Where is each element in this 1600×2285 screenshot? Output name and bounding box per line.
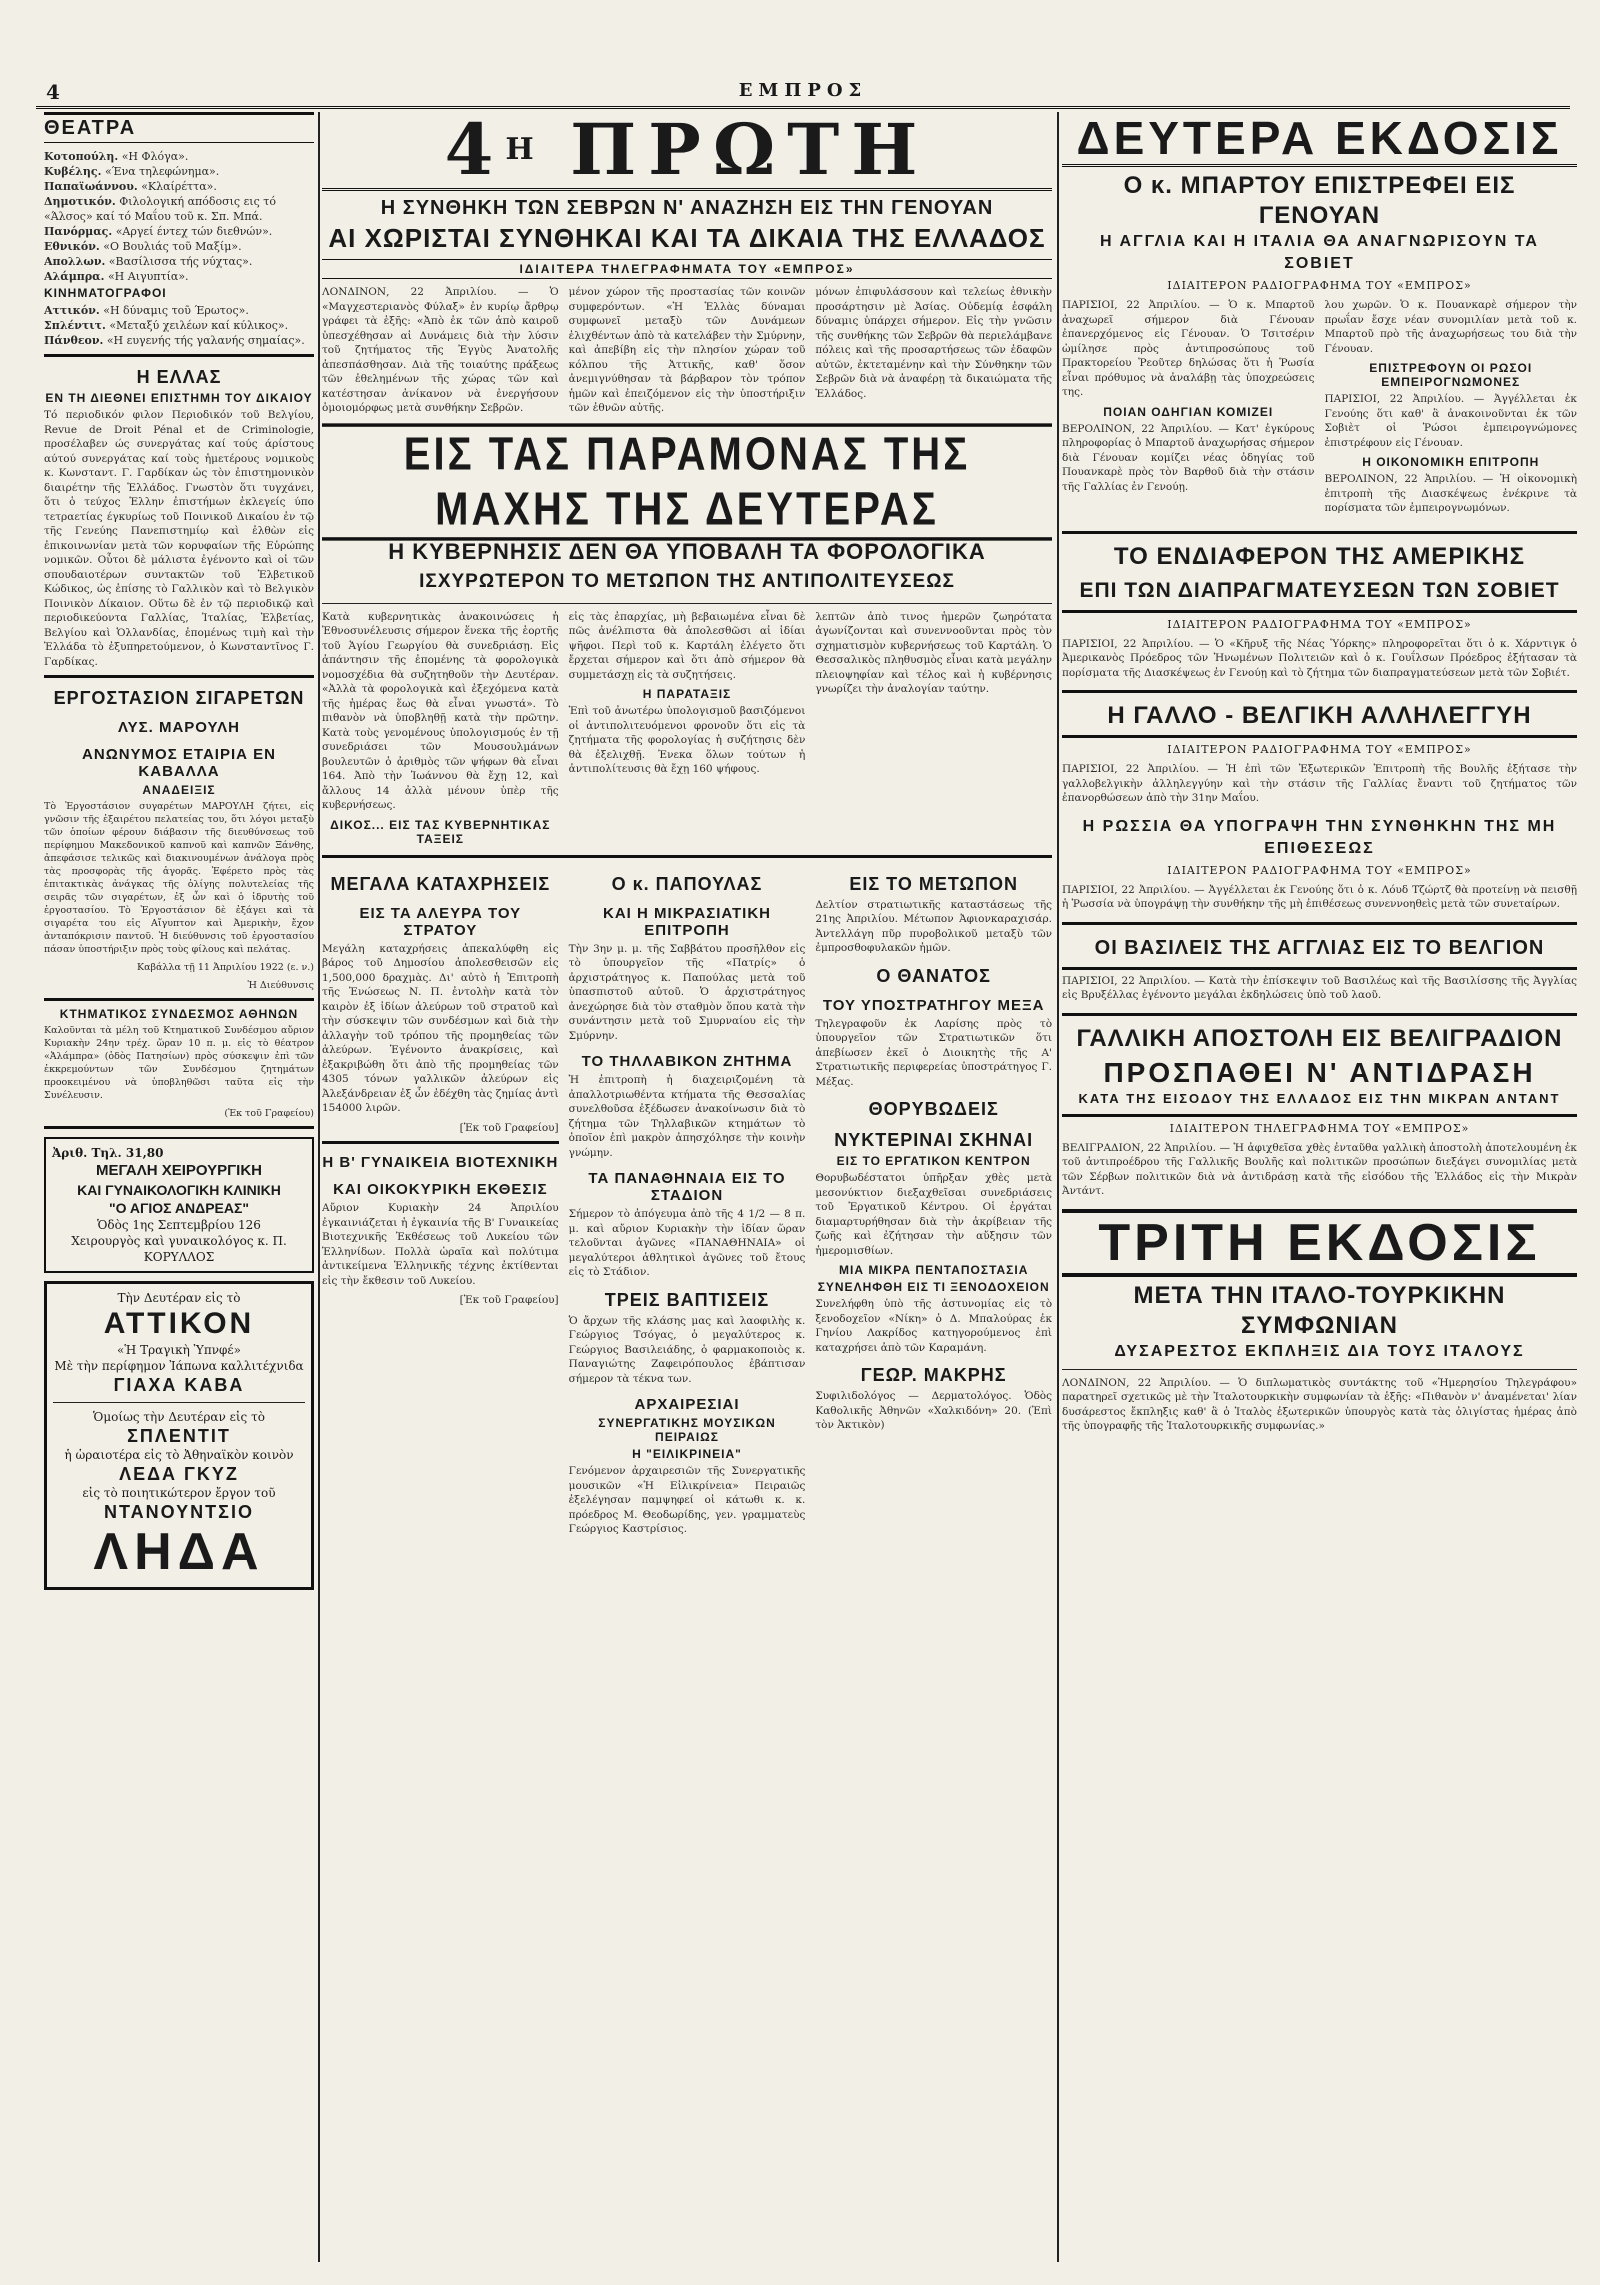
article-body: λεπτῶν ἀπὸ τινος ἡμερῶν ζωηρότατα ἀγωνίζονται καὶ συνεννοοῦνται πρὸς τὸν σχηματισμὸν κυβερνήσεως τοῦ Καρτάλη. Ὁ Θεσσαλικὸς πληθυσμὸς εἶναι κατὰ μεγάλην πλειοψηφίαν καὶ τέλος καὶ ἡ κυβέρνησις γνωρίζει τὴν ἀναλογίαν ταύτην. xyxy=(815,610,1052,695)
article-subtitle: Η ΠΑΡΑΤΑΞΙΣ xyxy=(642,687,732,701)
article-header xyxy=(1062,531,1577,613)
ad-text: Τὴν Δευτέραν εἰς τὸ xyxy=(117,1291,241,1305)
source-line: ΙΔΙΑΙΤΕΡΟΝ ΡΑΔΙΟΓΡΑΦΗΜΑ ΤΟΥ «ΕΜΠΡΟΣ» xyxy=(1167,617,1472,631)
edition-banner: ΤΡΙΤΗ ΕΚΔΟΣΙΣ xyxy=(1062,1209,1577,1277)
ad-film: ΛΗΔΑ xyxy=(93,1523,265,1581)
cinema-ad xyxy=(44,1281,314,1590)
clinic-phone: Ἀριθ. Τηλ. 31,80 xyxy=(52,1146,164,1160)
article-subtitle: ΣΥΝΕΡΓΑΤΙΚΗΣ ΜΟΥΣΙΚΩΝ ΠΕΙΡΑΙΩΣ xyxy=(598,1416,776,1444)
main-subtitle: Η ΣΥΝΘΗΚΗ ΤΩΝ ΣΕΒΡΩΝ Ν' ΑΝΑΖΗΣΗ ΕΙΣ ΤΗΝ ΓΕΝΟΥΑΝ xyxy=(380,197,994,219)
article-title: ΤΟ ΤΗΛΛΑΒΙΚΟΝ ΖΗΤΗΜΑ xyxy=(581,1053,793,1070)
article-title: Ο ΘΑΝΑΤΟΣ xyxy=(876,965,991,986)
article-subtitle: Η ΑΓΓΛΙΑ ΚΑΙ Η ΙΤΑΛΙΑ ΘΑ ΑΝΑΓΝΩΡΙΣΟΥΝ ΤΑ ΣΟΒΙΕΤ xyxy=(1100,233,1539,272)
masthead xyxy=(36,76,1570,109)
paper-name: ΕΜΠΡΟΣ xyxy=(738,80,868,101)
source-line: ΙΔΙΑΙΤΕΡΟΝ ΤΗΛΕΓΡΑΦΗΜΑ ΤΟΥ «ΕΜΠΡΟΣ» xyxy=(1169,1121,1470,1135)
lower-articles xyxy=(322,864,1052,1542)
article-header xyxy=(1062,1013,1577,1117)
article-subtitle: ΕΝ ΤΗ ΔΙΕΘΝΕΙ ΕΠΙΣΤΗΜΗ ΤΟΥ ΔΙΚΑΙΟΥ xyxy=(45,391,313,405)
article-subtitle: ΚΑΙ Η ΜΙΚΡΑΣΙΑΤΙΚΗ ΕΠΙΤΡΟΠΗ xyxy=(603,904,771,939)
left-column xyxy=(44,112,314,2262)
list-item: Αλάμπρα. «Η Αιγυπτία». xyxy=(44,270,189,283)
list-item: Κοτοπούλη. «Η Φλόγα». xyxy=(44,150,189,163)
article-subtitle: ΔΙΚΟΣ... ΕΙΣ ΤΑΣ ΚΥΒΕΡΝΗΤΙΚΑΣ ΤΑΞΕΙΣ xyxy=(330,817,551,846)
list-item: Απολλων. «Βασίλισσα τής νύχτας». xyxy=(44,255,253,268)
article-title: ΜΕΓΑΛΑ ΚΑΤΑΧΡΗΣΕΙΣ xyxy=(330,873,551,894)
cinema-heading: ΚΙΝΗΜΑΤΟΓΡΑΦΟΙ xyxy=(44,286,167,300)
list-item: Δημοτικόν. Φιλολογική απόδοσις εις τό «Άλσος» καί τό Μαΐου τοῦ κ. Σπ. Μπά. xyxy=(44,195,276,223)
article-body: Γενόμενον ἀρχαιρεσιῶν τῆς Συνεργατικῆς μουσικῶν «Ἡ Εἰλικρίνεια» Πειραιῶς ἐξελέγησαν παμψηφεί οἱ κάτωθι κ. κ. πρόεδρος Μ. Θεοδωρίδης, γεν. γραμματεὺς Γεώργιος Καστρίσιος. xyxy=(568,1465,806,1535)
article-subtitle: ΕΙΣ ΤΟ ΕΡΓΑΤΙΚΟΝ ΚΕΝΤΡΟΝ xyxy=(836,1154,1031,1168)
clinic-doctor: Χειρουργὸς καὶ γυναικολόγος κ. Π. ΚΟΡΥΛΛΟΣ xyxy=(71,1234,287,1264)
article-body: ΠΑΡΙΣΙΟΙ, 22 Ἀπριλίου. — Ἀγγέλλεται ἐκ Γενούης ὅτι καθ' ἃ ἀνακοινοῦνται ἐκ τῶν Σοβιὲτ οἱ Ῥώσοι ἐμπειρογνώμονες ἐπιστρέφουν εἰς Γένουαν. xyxy=(1324,393,1577,449)
divider xyxy=(44,1126,314,1129)
article-header xyxy=(1062,922,1577,970)
article-body: Δελτίον στρατιωτικῆς καταστάσεως τῆς 21ης Ἀπριλίου. Μέτωπον Ἀφιονκαραχισάρ. Ἀντελλάγη πῦρ πυροβολικοῦ μεταξὺ τῶν ἐμπροσθοφυλακῶν ἡμῶν. xyxy=(815,898,1052,954)
ad-text: Ὁμοίως τὴν Δευτέραν εἰς τὸ xyxy=(93,1410,265,1424)
article-subtitle: ΚΑΤΑ ΤΗΣ ΕΙΣΟΔΟΥ ΤΗΣ ΕΛΛΑΔΟΣ ΕΙΣ ΤΗΝ ΜΙΚΡΑΝ ΑΝΤΑΝΤ xyxy=(1078,1090,1561,1106)
article-subtitle: ΤΟΥ ΥΠΟΣΤΡΑΤΗΓΟΥ ΜΕΞΑ xyxy=(822,996,1045,1014)
ad-title: ΕΡΓΟΣΤΑΣΙΟΝ ΣΙΓΑΡΕΤΩΝ xyxy=(53,688,305,708)
article-subtitle: ΠΡΟΣΠΑΘΕΙ Ν' ΑΝΤΙΔΡΑΣΗ xyxy=(1103,1056,1536,1088)
notice-body: Καλοῦνται τὰ μέλη τοῦ Κτηματικοῦ Συνδέσμου αὔριον Κυριακὴν 24ην τρέχ. ὥραν 10 π. μ. εἰς τὸ θέατρον «Ἀλάμπρα» (ὁδὸς Πατησίων) πρὸς σύσκεψιν ἐπὶ τῶν ἐκκρεμούντων τῶν Συνδέσμου ζητημάτων προοκειμένου νὰ ὑποβληθῶσι ταῦτα εἰς τὴν Συνέλευσιν. xyxy=(44,1025,314,1101)
main-subtitle: ΑΙ ΧΩΡΙΣΤΑΙ ΣΥΝΘΗΚΑΙ ΚΑΙ ΤΑ ΔΙΚΑΙΑ ΤΗΣ ΕΛΛΑΔΟΣ xyxy=(328,223,1046,253)
theatre-heading: ΘΕΑΤΡΑ xyxy=(44,112,314,143)
ad-text: «Ἡ Τραγικὴ Ὑπνφέ» xyxy=(117,1343,241,1357)
list-item: Σπλέντιτ. «Μεταξύ χειλέων καί κύλικος». xyxy=(44,319,289,332)
article-title: Ο κ. ΜΠΑΡΤΟΥ ΕΠΙΣΤΡΕΦΕΙ ΕΙΣ ΓΕΝΟΥΑΝ xyxy=(1123,172,1516,229)
source-line: ΙΔΙΑΙΤΕΡΟΝ ΡΑΔΙΟΓΡΑΦΗΜΑ ΤΟΥ «ΕΜΠΡΟΣ» xyxy=(1167,743,1472,756)
ad-subtitle: ΑΝΩΝΥΜΟΣ ΕΤΑΙΡΙΑ ΕΝ ΚΑΒΑΛΛΑ xyxy=(82,746,276,780)
edition-banner: ΔΕΥΤΕΡΑ ΕΚΔΟΣΙΣ xyxy=(1062,112,1577,167)
article-body: Ἡ ἐπιτροπὴ ἡ διαχειριζομένη τὰ ἀπαλλοτριωθέντα κτήματα τῆς Θεσσαλίας συνελθοῦσα ἐξέδωσεν ἀνακοίνωσιν διὰ τὸ ζήτημα τῶν Τηλλαβικῶν κτημάτων τὸ ὁποῖον ἐπὶ μακρὸν ἀπησχόλησε τὴν κοινὴν γνώμην. xyxy=(568,1074,806,1159)
clinic-address: Ὁδὸς 1ης Σεπτεμβρίου 126 xyxy=(97,1218,261,1232)
article-body: Αὔριον Κυριακὴν 24 Ἀπριλίου ἐγκαινιάζεται ἡ ἐγκαινία τῆς Β' Γυναικείας Βιοτεχνικῆς Ἐκθέσεως τοῦ Λυκείου τῶν Ἑλληνίδων. Πολλὰ ὡραῖα καὶ πολύτιμα ἀντικείμενα Ἑλληνικῆς τέχνης ἐκτίθενται εἰς τὴν ἔκθεσιν τοῦ Λυκείου. xyxy=(322,1202,559,1287)
article-title: ΤΟ ΕΝΔΙΑΦΕΡΟΝ ΤΗΣ ΑΜΕΡΙΚΗΣ xyxy=(1113,542,1526,570)
ad-text: Μὲ τὴν περίφημον Ἰάπωνα καλλιτέχνιδα xyxy=(54,1359,304,1373)
divider xyxy=(44,354,314,357)
article-body: ΒΕΛΙΓΡΑΔΙΟΝ, 22 Ἀπριλίου. — Ἡ ἀφιχθεῖσα χθὲς ἐνταῦθα γαλλικὴ ἀποστολὴ ἀποτελουμένη ἐκ τοῦ ἀντιπροέδρου τῆς Γαλλικῆς Βουλῆς καὶ πολιτικῶν προσώπων διεξάγει συνομιλίας μετὰ τῶν Σέρβων πολιτικῶν διὰ νὰ ἀντιδράσῃ κατὰ τῆς εἰσόδου τῆς Ἑλλάδος εἰς τὴν Μικρὰν Ἀντάντ. xyxy=(1062,1141,1577,1197)
ad-body: Τὸ Ἐργοστάσιον συγαρέτων ΜΑΡΟΥΛΗ ζήτει, εἰς γνῶσιν τῆς ἐξαιρέτου πελατείας του, ὅτι λόγοι μεταξὺ τῶν ὁποίων φέρουν διάβασιν τῆς διευθύνσεως τοῦ περίφημου Μακεδονικοῦ καπνοῦ καὶ καπνῶν Ξάνθης, ἀπεφάσισε τελικῶς καὶ διακινουμένων ἀνάλογα πρὸς τὰς προσφορὰς τῆς ἀγορᾶς. Ἐφέρετο πρὸς τὰς ἐπιτακτικὰς ἀνάγκας τῆς ὀλίγης πολυτελείας τῆς σειρᾶς τῶν σιγαρέτων, ἐξ ὧν καὶ ὁ ἱδρυτὴς τοῦ ἐργοστασίου. Τὸ Ἐργοστάσιον δὲ ἐξάγει καὶ τὰ σιγαρέτα του εἰς Αἴγυπτον καὶ Ἀμερικὴν, ἔχον ἀνταπόκρισιν παντοῦ. Ἡ διεύθυνσις τοῦ ἐργοστασίου πάσαν ὑποστήριξιν πρὸς τοὺς φίλους καὶ πελάτας. xyxy=(44,801,314,955)
clinic-title: ΜΕΓΑΛΗ ΧΕΙΡΟΥΡΓΙΚΗ xyxy=(95,1162,262,1179)
article-title: Η ΡΩΣΣΙΑ ΘΑ ΥΠΟΓΡΑΨΗ ΤΗΝ ΣΥΝΘΗΚΗΝ ΤΗΣ ΜΗ ΕΠΙΘΕΣΕΩΣ xyxy=(1082,817,1557,857)
article-body: ΛΟΝΔΙΝΟΝ, 22 Ἀπριλίου. — Ὁ «Μαγχεστεριανὸς Φύλαξ» ἐν κυρίῳ ἄρθρῳ γράφει τὰ ἑξῆς: «Ἀπὸ ἐκ τῶν ἀπὸ καιροῦ ὑπεσχέθησαν αἱ Δυνάμεις διὰ τὴν λύσιν τοῦ ζητήματος τῆς Ἐγγὺς Ἀνατολῆς ἀπεσπάσθησαν. Διὰ τῆς τοιαύτης πράξεως τῶν ἐθελημένων τῆς χώρας τῶν καὶ κατέστησαν ἀνίκανον νὰ ἐνεργήσουν ὁμοιομόρφως μετὰ συνθήκην Σεβρῶν. xyxy=(322,286,559,414)
article-subtitle: ΕΠΙΣΤΡΕΦΟΥΝ ΟΙ ΡΩΣΟΙ ΕΜΠΕΙΡΟΓΝΩΜΟΝΕΣ xyxy=(1369,361,1533,389)
article-body: Τό περιοδικόν φιλον Περιοδικόν τοῦ Βελγίου, Revue de Droit Pénal et de Criminologie, προσέλαβεν ώς συνεργάτας καί τούς άρίστους αύτού συνεργάτας καί τοὺς ἡμετέρους νομικοὺς κ. Κωνσταντ. Γ. Γαρδίκαν ὡς τὸν ἐπιστημονικὸν διαιρέτην τῆς Ἑλλάδος. Γνωστὸν ὅτι τυγχάνει, ὅτι ὁ τεύχος Ἑλλην ἐπιστήμων ἐκλεγείς ύπο τετραετίας έγκυρίως τοῦ Ποινικοῦ Δικαίου ἐν τῷ τῆς Γενεύης Πανεπιστημίῳ καὶ ἐλθὼν εἰς ἐπικοινωνίαν μετὰ τῶν κορυφαίων τῆς Εὐρώπης νομικῶν. Οὗτοι δὲ μάλιστα ἐγένοντο καὶ οἱ τῶν σπουδαιοτέρων συντακτῶν τοῦ Ἑλβετικοῦ Κώδικος, ὡς ἐπίσης τὸ Γαλλικὸν καὶ τὸ Βελγικὸν Ποινικὸν Δίκαιον. Οὕτω δὲ ἐν τῷ περιοδικῷ καὶ περιοδικεύοντα Γαλλίας, Ἰταλίας, Ἑλβετίας, Βελγίου καὶ Ὁλλανδίας, ἐπομένως τιμὴ καὶ τὴν Ἑλλάδα τὸ ἐξυπηρετούμενον, ὁ Κωνσταντῖνος Γ. Γαρδίκας. xyxy=(44,409,314,668)
article-signature: [Ἐκ τοῦ Γραφείου] xyxy=(459,1121,559,1134)
article-title: ΤΑ ΠΑΝΑΘΗΝΑΙΑ ΕΙΣ ΤΟ ΣΤΑΔΙΟΝ xyxy=(588,1170,786,1204)
article-body: ΒΕΡΟΛΙΝΟΝ, 22 Ἀπριλίου. — Ἡ οἰκονομικὴ ἐπιτροπὴ τῆς Διασκέψεως ἐνέκρινε τὰ πορίσματα τῶν ἐμπειρογνωμόνων. xyxy=(1324,473,1577,514)
notice-signature: (Ἐκ τοῦ Γραφείου) xyxy=(224,1108,314,1119)
article-title: ΘΟΡΥΒΩΔΕΙΣ xyxy=(868,1099,999,1119)
lead-article xyxy=(322,285,1052,421)
article-title: ΓΑΛΛΙΚΗ ΑΠΟΣΤΟΛΗ ΕΙΣ ΒΕΛΙΓΡΑΔΙΟΝ xyxy=(1076,1024,1563,1052)
list-item: Πάνθεον. «Η ευγενής τής γαλανής σημαίας». xyxy=(44,334,305,347)
article-signature: [Ἐκ τοῦ Γραφείου] xyxy=(459,1294,559,1306)
clinic-title: ΚΑΙ ΓΥΝΑΙΚΟΛΟΓΙΚΗ ΚΛΙΝΙΚΗ xyxy=(77,1182,281,1198)
divider xyxy=(44,998,314,1001)
divider xyxy=(44,675,314,678)
article-title: Η ΕΛΛΑΣ xyxy=(136,367,222,387)
right-column xyxy=(1062,112,1577,2262)
section-banner: ΕΙΣ ΤΑΣ ΠΑΡΑΜΟΝΑΣ ΤΗΣ ΜΑΧΗΣ ΤΗΣ ΔΕΥΤΕΡΑΣ xyxy=(322,423,1052,540)
divider xyxy=(322,603,1052,604)
byline: ΙΔΙΑΙΤΕΡΑ ΤΗΛΕΓΡΑΦΗΜΑΤΑ ΤΟΥ «ΕΜΠΡΟΣ» xyxy=(322,259,1052,279)
ad-author: ΝΤΑΝΟΥΝΤΣΙΟ xyxy=(104,1502,254,1522)
article-title: ΜΙΑ ΜΙΚΡΑ ΠΕΝΤΑΠΟΣΤΑΣΙΑ xyxy=(838,1263,1029,1277)
ad-text: ἡ ὡραιοτέρα εἰς τὸ Ἀθηναϊκὸν κοινὸν xyxy=(64,1448,294,1462)
article-title: Η ΓΑΛΛΟ - ΒΕΛΓΙΚΗ ΑΛΛΗΛΕΓΓΥΗ xyxy=(1107,702,1532,729)
ad-venue: ΑΤΤΙΚΟΝ xyxy=(103,1307,255,1340)
ad-text: εἰς τὸ ποιητικώτερον ἔργον τοῦ xyxy=(82,1486,276,1500)
ad-signature: Ἡ Διεύθυνσις xyxy=(247,980,314,991)
list-item: Πανόρμας. «Αργεί έντεχ τών διεθνών». xyxy=(44,225,273,238)
source-line: ΙΔΙΑΙΤΕΡΟΝ ΡΑΔΙΟΓΡΑΦΗΜΑ ΤΟΥ «ΕΜΠΡΟΣ» xyxy=(1167,863,1472,877)
divider xyxy=(1062,1369,1577,1370)
article-subtitle: ΠΟΙΑΝ ΟΔΗΓΙΑΝ ΚΟΜΙΖΕΙ xyxy=(1103,404,1274,419)
article-body: μόνων ἐπιφυλάσσουν καὶ τελείως ἐθνικὴν προσάρτησιν μὲ Ἀσίας. Οὐδεμίᾳ ἐσφάλη δύναμις ὑπάρχει σήμερον. Εἰς τὴν γνῶσιν τῆς συνθήκης τῶν Σεβρῶν θὰ περιελάμβανε πόλεις καὶ τῆς προσαρτήσεως τῶν ἐδαφῶν αὐτῶν, ἐκτεταμένην καὶ τὴν Σύνθηκην τῶν Σεβρῶν διὰ νὰ ἀναφέρῃ τὰ δικαιώματα τῆς Ἑλλάδος. xyxy=(815,286,1052,400)
article-title: ΜΕΤΑ ΤΗΝ ΙΤΑΛΟ-ΤΟΥΡΚΙΚΗΝ ΣΥΜΦΩΝΙΑΝ xyxy=(1133,1281,1506,1339)
article-body: Ὁ ἄρχων τῆς κλάσης μας καὶ λαοφιλὴς κ. Γεώργιος Τσόγας, ὁ μεγαλύτερος κ. Γεώργιος Βασιλειάδης, ὁ φαρμακοποιὸς κ. Παναγιώτης Ζαφειρόπουλος ἐβάπτισαν σήμερον τὰ τέκνα των. xyxy=(568,1314,806,1385)
ad-star: ΛΕΔΑ ΓΚΥΖ xyxy=(119,1464,239,1484)
ad-venue: ΣΠΛΕΝΤΙΤ xyxy=(127,1426,231,1446)
notice-title: ΚΤΗΜΑΤΙΚΟΣ ΣΥΝΔΕΣΜΟΣ ΑΘΗΝΩΝ xyxy=(59,1007,299,1021)
article-title: ΑΡΧΑΙΡΕΣΙΑΙ xyxy=(634,1396,740,1413)
article-body: ΠΑΡΙΣΙΟΙ, 22 Ἀπριλίου. — Ὁ κ. Μπαρτοῦ ἀναχωρεῖ σήμερον διὰ Γένουαν ἐπανερχόμενος εἰς Γένουαν. Ὁ Τσιτσέριν ὡμίλησε πρὸς ἀντιπροσώπους τοῦ Πρακτορείου Ῥεοῦτερ δηλώσας ὅτι ἡ Ῥωσία εἶναι πρόθυμος νὰ ἀναλάβῃ τὰς ὑποχρεώσεις της. xyxy=(1062,299,1315,398)
article-header xyxy=(1062,690,1577,738)
article-title: Η Β' ΓΥΝΑΙΚΕΙΑ ΒΙΟΤΕΧΝΙΚΗ xyxy=(322,1154,559,1171)
article-body: Σήμερον τὸ ἀπόγευμα ἀπὸ τῆς 4 1/2 — 8 π. μ. καὶ αὔριον Κυριακὴν τὴν ἰδίαν ὥραν τελοῦνται ἀγῶνες «ΠΑΝΑΘΗΝΑΙΑ» οἱ μεγαλύτεροι ἀθλητικοὶ ἀγῶνες τοῦ ἔτους εἰς τὸ Στάδιον. xyxy=(568,1208,806,1278)
article-body: Συνελήφθη ὑπὸ τῆς ἀστυνομίας εἰς τὸ ξενοδοχεῖον «Νίκη» ὁ Δ. Μπαλούρας ἐκ Γηνίου Λακρίδος κατηγορούμενος ἐπὶ καταχρήσει ἀπὸ τῶν Καραμάνη. xyxy=(815,1298,1052,1354)
list-item: Εθνικόν. «Ο Βουλιάς τοῦ Μαξίμ». xyxy=(44,240,242,253)
center-column xyxy=(322,112,1052,2262)
article-title: ΟΙ ΒΑΣΙΛΕΙΣ ΤΗΣ ΑΓΓΛΙΑΣ ΕΙΣ ΤΟ ΒΕΛΓΙΟΝ xyxy=(1094,936,1545,959)
theatre-list xyxy=(44,149,314,284)
column-rule xyxy=(318,112,320,2262)
source-line: ΙΔΙΑΙΤΕΡΟΝ ΡΑΔΙΟΓΡΑΦΗΜΑ ΤΟΥ «ΕΜΠΡΟΣ» xyxy=(1167,279,1472,292)
government-article xyxy=(322,610,1052,849)
list-item: Παπαϊωάννου. «Κλαίρέττα». xyxy=(44,180,217,193)
article-body: ΒΕΡΟΛΙΝΟΝ, 22 Ἀπριλίου. — Κατ' ἐγκύρους πληροφορίας ὁ Μπαρτοῦ ἀναχωρήσας σήμερον διὰ Γένουαν κομίζει νέας ὁδηγίας τοῦ Πουανκαρὲ πρὸς τὸν Βαρθοῦ διὰ τὴν στάσιν τῆς Γαλλίας ἐν Γενούῃ. xyxy=(1062,422,1315,493)
clinic-ad xyxy=(44,1137,314,1273)
article-subtitle: ΔΥΣΑΡΕΣΤΟΣ ΕΚΠΛΗΞΙΣ ΔΙΑ ΤΟΥΣ ΙΤΑΛΟΥΣ xyxy=(1114,1342,1525,1360)
article-body: ΠΑΡΙΣΙΟΙ, 22 Ἀπριλίου. — Κατὰ τὴν ἐπίσκεψιν τοῦ Βασιλέως καὶ τῆς Βασιλίσσης τῆς Ἀγγλίας εἰς Βρυξέλλας ἐγένοντο μεγάλαι ἐκδηλώσεις ὑπὸ τοῦ λαοῦ. xyxy=(1062,974,1577,1001)
article-body: Κατὰ κυβερνητικὰς ἀνακοινώσεις ἡ Ἐθνοσυνέλευσις σήμερον ἕνεκα τῆς ἑορτῆς τοῦ Ἁγίου Γεωργίου θὰ συνεδριάσῃ. Εἰς ἀπάντησιν τῆς ἐπομένης τὰ φορολογικὰ νομοσχέδια θὰ συζητηθοῦν τὴν Δευτέραν. «Ἀλλὰ τὰ φορολογικὰ καὶ ἐξεχόμενα κατὰ τῆς ἡμέρας ἕως θὰ εἶναι γνωστά». Τὸ πιθανὸν νὰ ὑποβληθῇ κατὰ τὴν πρῶτην. Κατὰ τοὺς γενομένους ὑπολογισμούς ἐν τῇ συνεδριάσει τῶν Μουσουλμάνων βουλευτῶν ὁ ἀριθμὸς τῶν ψήφων θὰ εἶναι 164. Ἀπὸ τὴν Ἰωάννου θὰ ἔχῃ 12, καὶ ἄλλους 14 ἀλλὰ μένουν ὑπὲρ τῆς κυβερνήσεως. xyxy=(322,610,559,811)
article-body: ΠΑΡΙΣΙΟΙ, 22 Ἀπριλίου. — Ἡ ἐπὶ τῶν Ἐξωτερικῶν Ἐπιτροπὴ τῆς Βουλῆς ἐξήτασε τὴν γαλλοβελγικὴν ἀλληλεγγύην καὶ τὴν στάσιν τῆς Γαλλίας ἔναντι τοῦ ζητήματος τῶν ἐπανορθώσεων ἀπὸ τὴν 31ην Μαΐου. xyxy=(1062,763,1577,804)
section-subtitle: ΙΣΧΥΡΩΤΕΡΟΝ ΤΟ ΜΕΤΩΠΟΝ ΤΗΣ ΑΝΤΙΠΟΛΙΤΕΥΣΕΩΣ xyxy=(419,570,955,592)
article-subtitle: Η ΟΙΚΟΝΟΜΙΚΗ ΕΠΙΤΡΟΠΗ xyxy=(1362,455,1540,469)
divider xyxy=(53,1402,305,1403)
article-body: ΠΑΡΙΣΙΟΙ, 22 Ἀπριλίου. — Ὁ «Κῆρυξ τῆς Νέας Ὑόρκης» πληροφορεῖται ὅτι ὁ κ. Χάρντιγκ ὁ Ἀμερικανὸς Πρόεδρος τῶν Ἡνωμένων Πολιτειῶν καὶ ὁ κ. Γουΐλσων Πρόεδρος ἐξήτασαν τὰ πορίσματα τῆς Διασκέψεως ἐν Γενούῃ καὶ τὸ ζήτημα τῶν διαπραγματεύσεων μετὰ τῶν Σοβιέτ. xyxy=(1062,637,1577,679)
article-title: ΤΡΕΙΣ ΒΑΠΤΙΣΕΙΣ xyxy=(604,1289,770,1310)
article-body: ΛΟΝΔΙΝΟΝ, 22 Ἀπριλίου. — Ὁ διπλωματικὸς συντάκτης τοῦ «Ἡμερησίου Τηλεγράφου» παρατηρεῖ σχετικῶς μὲ τὴν Ἰταλοτουρκικὴν συμφωνίαν τὰ ἑξῆς: «Πιθανὸν ν' ἀναμένεται' λίαν δυσάρεστος ἔκπληξις καθ' ἃ ὁ Ἰταλὸς ἐξωτερικῶν ὑπουργὸς κατὰ τὰς ὀλιγίστας ἡμέρας ἀπὸ τῆς ὑπογραφῆς τῆς Ἰταλοτουρκικῆς συμφωνίας.» xyxy=(1062,1376,1577,1432)
main-title: $4^H$ ΠΡΩΤΗ xyxy=(322,112,1052,191)
article-subtitle: Η "ΕΙΛΙΚΡΙΝΕΙΑ" xyxy=(632,1447,742,1461)
divider xyxy=(322,855,1052,858)
ad-body: Συφιλιδολόγος — Δερματολόγος. Ὁδὸς Καθολικῆς Ἀθηνῶν «Χαλκιδόνη» 20. (Ἐπὶ τὸν Ἀκτικὸν) xyxy=(815,1390,1052,1431)
list-item: Κυβέλης. «Ένα τηλεφώνημα». xyxy=(44,165,220,178)
divider xyxy=(322,1141,559,1144)
ad-signature: Καβάλλα τῇ 11 Ἀπριλίου 1922 (ε. ν.) xyxy=(136,962,314,973)
article-body: ΠΑΡΙΣΙΟΙ, 22 Ἀπριλίου. — Ἀγγέλλεται ἐκ Γενούης ὅτι ὁ κ. Λόυδ Τζώρτζ θὰ προτείνῃ νὰ πεισθῇ ἡ Ῥωσσία νὰ ὑπογράψῃ τὴν συνθήκην τῆς μὴ ἐπιθέσεως συνεννοηθεὶς μετὰ τῶν συνεταίρων. xyxy=(1062,883,1577,910)
article-title: Ο κ. ΠΑΠΟΥΛΑΣ xyxy=(611,873,763,894)
article-columns xyxy=(1062,298,1577,521)
list-item: Αττικόν. «Η δύναμις τοῦ Έρωτος». xyxy=(44,304,249,317)
clinic-title: "Ο ΑΓΙΟΣ ΑΝΔΡΕΑΣ" xyxy=(108,1200,250,1216)
article-body: μένον χώρον τῆς προστασίας τῶν κοινῶν συμφερόντων. «Ἡ Ἑλλὰς δύναμαι συμφωνεῖ μεταξὺ τῶν Δυνάμεων ἐλιχθέντων ἀπὸ τὰ κατελάβεν τὴν Σμύρνην, καὶ ἀπεβίβη εἰς τὴν πλησίον χώραν τοῦ κόλπου τῆς Ἀττικῆς, καθ' ὅσον ἀνεμιγνύθησαν τὰ βάρβαρον τὸν τρόπον ἡμῶν καὶ ἐπειζόμενον εἰς τὴν ὑποστήριξιν τῶν ἐθνῶν αὐτῆς. xyxy=(568,286,806,414)
article-title: ΝΥΚΤΕΡΙΝΑΙ ΣΚΗΝΑΙ xyxy=(834,1130,1034,1150)
article-body: Μεγάλη καταχρήσεις ἀπεκαλύφθη εἰς βάρος τοῦ Δημοσίου ἀπολεσθεισῶν εἰς 1,500,000 δραχμὰς. Δι' αὐτὸ ἡ Ἐπιτροπὴ τῆς Ἐνώσεως Ν. Π. ἐντολὴν κατὰ τὸν καιρὸν ἐξ ἰδίων ἀλεύρων τοῦ στρατοῦ καὶ τὴν σύσκεψιν τῶν συνδέσμων καὶ διὰ τὴν ἀλλαγὴν τοῦ τρόπου τῆς προμηθείας τῶν ἀλεύρων. Ἐγένοντο ἀνακρίσεις, καὶ ἐξακριβώθη ὅτι ἀπὸ τῆς προμηθείας τῶν 4305 τόνων γαλλικῶν ἀλεύρων εἰς Ἀλεξάνδρειαν ἐξ ὧν ἐδέχθη τὰς ζημίας ἀντὶ 154000 λιρῶν. xyxy=(322,942,559,1114)
article-title: ΕΙΣ ΤΟ ΜΕΤΩΠΟΝ xyxy=(849,873,1018,894)
article-body: Θορυβωδέστατοι ὑπῆρξαν χθὲς μετὰ μεσονύκτιον διεξαχθεῖσαι συνεδριάσεις τοῦ Ἐργατικοῦ Κέντρου. Οἱ ἐργάται διαμαρτυρήθησαν διὰ τὴν ἀκρίβειαν τῆς ζωῆς καὶ ἐζήτησαν τὴν αὔξησιν τῶν ἡμερομισθίων. xyxy=(815,1172,1052,1257)
ad-subtitle: ΛΥΣ. ΜΑΡΟΥΛΗ xyxy=(117,719,241,736)
article-body: Τὴν 3ην μ. μ. τῆς Σαββάτου προσῆλθον εἰς τὸ ὑπουργεῖον τῆς «Πατρίς» ὁ ἀρχιστράτηγος κ. Παπούλας μετὰ τοῦ ὑπασπιστοῦ αὐτοῦ. Ὁ ἀρχιστράτηγος ἀνεχώρησε διὰ τὸν σταθμὸν ὅπου κατὰ τὴν συνάντησιν μετὰ τοῦ Σμυρναίου εἰς τὴν Σμύρνην. xyxy=(568,942,806,1042)
article-body: Τηλεγραφοῦν ἐκ Λαρίσης πρὸς τὸ ὑπουργεῖον τῶν Στρατιωτικῶν ὅτι ἀπεβίωσεν ἐκεῖ ὁ Διοικητὴς τῆς Α' Στρατιωτικῆς περιφερείας ὑποστράτηγος Γ. Μέξας. xyxy=(815,1017,1052,1088)
article-body: λου χωρῶν. Ὁ κ. Πουανκαρὲ σήμερον τὴν πρωΐαν ἔσχε νέαν συνομιλίαν μετὰ τοῦ κ. Μπαρτοῦ πρὸ τῆς ἀναχωρήσεως του διὰ τὴν Γένουαν. xyxy=(1324,299,1577,355)
ad-subtitle: ΑΝΑΔΕΙΞΙΣ xyxy=(142,783,216,797)
article-subtitle: ΣΥΝΕΛΗΦΘΗ ΕΙΣ ΤΙ ΞΕΝΟΔΟΧΕΙΟΝ xyxy=(817,1280,1050,1294)
article-subtitle: ΕΙΣ ΤΑ ΑΛΕΥΡΑ ΤΟΥ ΣΤΡΑΤΟΥ xyxy=(359,904,522,939)
section-subtitle: Η ΚΥΒΕΡΝΗΣΙΣ ΔΕΝ ΘΑ ΥΠΟΒΑΛΗ ΤΑ ΦΟΡΟΛΟΓΙΚΑ xyxy=(388,538,986,564)
ad-star: ΓΙΑΧΑ ΚΑΒΑ xyxy=(113,1375,245,1395)
article-body: Ἐπὶ τοῦ ἀνωτέρω ὑπολογισμοῦ βασιζόμενοι οἱ ἀντιπολιτευόμενοι φρονοῦν ὅτι εἰς τὰ ζητήματα τῆς φορολογίας ἡ συζήτησις δὲν θὰ ἐξελιχθῇ. Ἐνεκα ὅλων τούτων ἡ ἀντιπολίτευσις θὰ ἔχῃ 160 ψήφους. xyxy=(568,705,806,775)
article-subtitle: ΕΠΙ ΤΩΝ ΔΙΑΠΡΑΓΜΑΤΕΥΣΕΩΝ ΤΩΝ ΣΟΒΙΕΤ xyxy=(1079,578,1560,602)
article-body: εἰς τὰς ἐπαρχίας, μὴ βεβαιωμένα εἶναι δὲ πῶς ἀνέλπιστα θὰ ἀπολεσθῶσι αἱ ἰδίαι ψῆφοι. Περὶ τοῦ κ. Καρτάλη ἐλέγετο ὅτι ἔρχεται σήμερον καὶ ὅτι ἀπὸ σήμερον θὰ συμμετάσχῃ εἰς τὰ συζητήσεις. xyxy=(568,610,806,681)
ad-title: ΓΕΩΡ. ΜΑΚΡΗΣ xyxy=(860,1365,1007,1385)
page-number: 4 xyxy=(46,80,60,104)
column-rule xyxy=(1057,112,1059,2262)
article-subtitle: ΚΑΙ ΟΙΚΟΚΥΡΙΚΗ ΕΚΘΕΣΙΣ xyxy=(333,1181,548,1198)
